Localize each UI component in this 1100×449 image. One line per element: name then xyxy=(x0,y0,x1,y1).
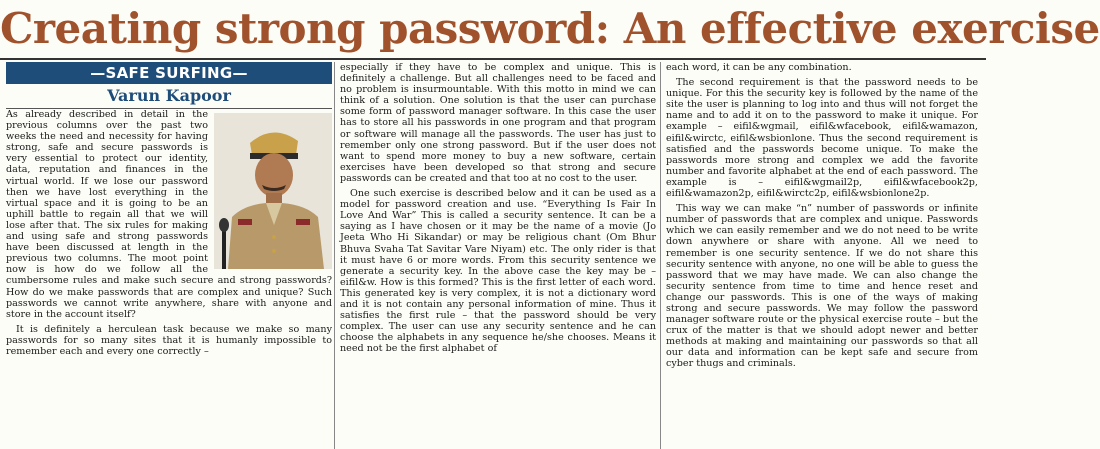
column-2 xyxy=(340,62,656,358)
col1-paragraph-2: It is definitely a herculean task because we make so many passwords for so many sites that it is humanly impossible to remember each and every one correctly – xyxy=(6,323,332,357)
column-divider-1 xyxy=(334,62,335,449)
column-1 xyxy=(6,62,332,361)
author-photo xyxy=(214,113,332,269)
col2-paragraph-2: One such exercise is described below and it can be used as a model for password creation and use. “Everything Is Fair In Love And War” This is called a security sentence. It can be a saying as I have chosen or it may be the name of a movie (Jo Jeeta Who Hi Sikandar) or may be religious chant (Om Bhur Bhuva Svaha Tat Savitar Vare Niyam) etc. The only rider is that it must have 6 or more words. From this security sentence we generate a security key. In the above case the key may be – eifil&w. How is this formed? This is the first letter of each word. This generated key is very complex, it is not a dictionary word and it is not contain any personal information of mine. Thus it satisfies the first rule – that the password should be very complex. The user can use any security sentence and he can choose the alphabets in any sequence he/she chooses. Means it need not be the first alphabet of xyxy=(340,188,656,355)
col2-paragraph-1: especially if they have to be complex and unique. This is definitely a challenge. But all challenges need to be faced and no problem is insurmountable. With this motto in mind we can think of a solution. One solution is that the user can purchase some form of password manager software. In this case the user has to store all his passwords in one program and that program or software will manage all the passwords. The user has just to remember only one strong password. But if the user does not want to spend more money to buy a new software, certain exercises have been developed so that strong and secure passwords can be created and that too at no cost to the user. xyxy=(340,62,656,184)
col1-paragraph-1: As already described in detail in the previous columns over the past two weeks the need and necessity for having strong, safe and secure passwords is very essential to protect our identity, data, reputation and finances in the virtual world. If we lose our password then we have lost everything in the virtual space and it is going to be an uphill battle to regain all that we will lose after that. The six rules for making and using safe and strong passwords have been discussed at length in the previous two columns. The moot point now is how do we follow all the cumbersome rules and make such secure and strong passwords? How do we make passwords that are complex and unique? Such passwords we cannot write anywhere, share with anyone and store in the account itself? xyxy=(6,109,332,320)
headline-rule xyxy=(0,58,986,60)
column-divider-2 xyxy=(660,62,661,449)
byline-bar xyxy=(6,84,332,109)
column-3 xyxy=(666,62,978,374)
col3-paragraph-1: each word, it can be any combination. xyxy=(666,62,852,73)
column-heading: —SAFE SURFING— xyxy=(6,62,332,84)
col3-paragraph-2: The second requirement is that the password needs to be unique. For this the security key is followed by the name of the site the user is planning to log into and thus will not forget the name and to add it on to the password to make it unique. For example – eifil&wgmail, eifil&wfacebook, eifil&wamazon, eifil&wirctc, eifil&wsbionlone. Thus the second requirement is satisfied and the passwords become unique. To make the passwords more strong and complex we add the favorite number and favorite alphabet at the end of each password. The example is – eifil&wgmail2p, eifil&wfacebook2p, eifil&wamazon2p, eifil&wirctc2p, eifil&wsbionlone2p. xyxy=(666,77,978,200)
author-portrait-icon xyxy=(214,113,332,269)
headline: Creating strong password: An effective exercise xyxy=(0,4,1100,53)
col3-paragraph-3: This way we can make “n” number of passwords or infinite number of passwords that are complex and unique. Passwords which we can easily remember and we do not need to be write down anywhere or share with anyone. All we need to remember is one security sentence. If we do not share this security sentence with anyone, no one will be able to guess the password that we may have made. We can also change the security sentence from time to time and hence reset and change our passwords. This is one of the ways of making strong and secure passwords. We may follow the password manager software route or the physical exercise route – but the crux of the matter is that we should adopt newer and better methods at making and maintaining our passwords so that all our data and information can be kept safe and secure from cyber thugs and criminals. xyxy=(666,203,978,370)
author-name: Varun Kapoor xyxy=(107,86,231,105)
